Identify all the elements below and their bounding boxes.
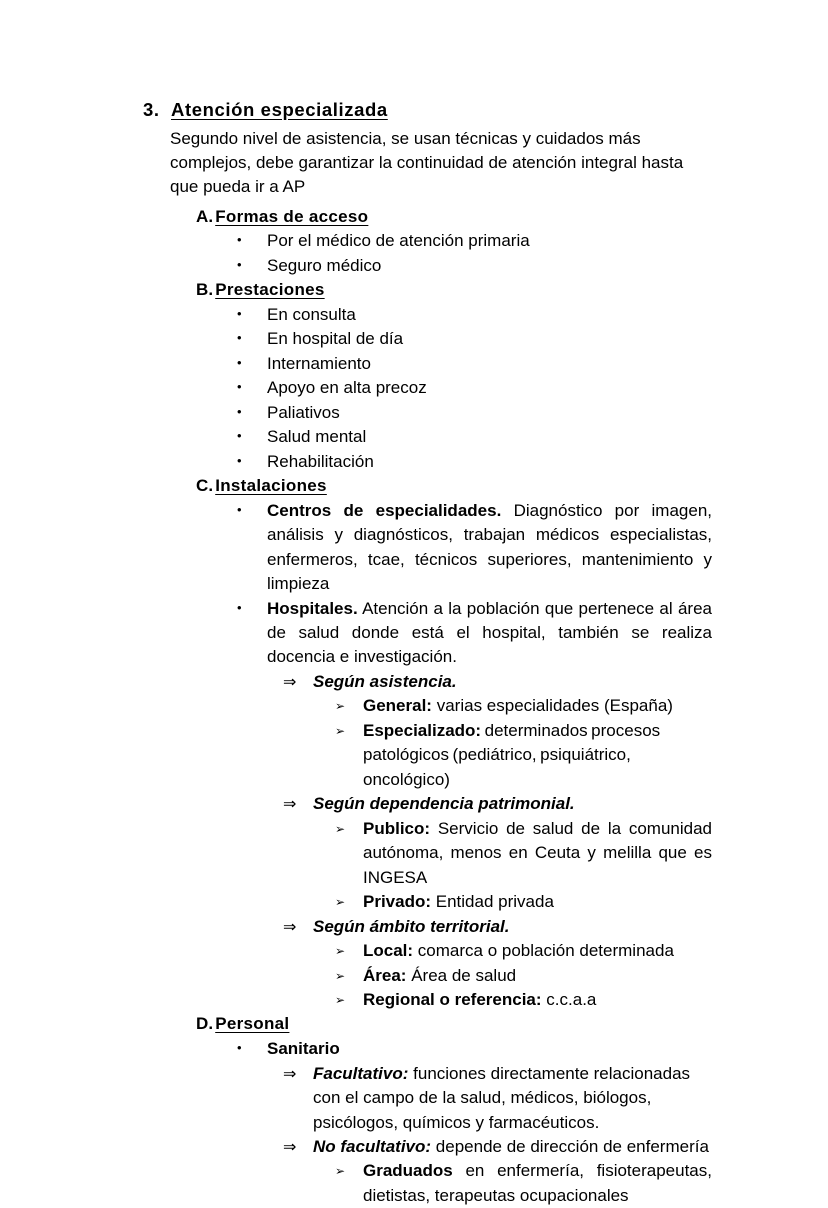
type-text: varias especialidades (España) xyxy=(436,696,673,716)
entry-lead: Hospitales. xyxy=(267,598,358,618)
criterion-label: Según dependencia patrimonial. xyxy=(313,794,575,814)
double-arrow-icon: ⇒ xyxy=(283,673,297,691)
list-item-text: En consulta xyxy=(267,304,356,324)
classification-criterion xyxy=(143,670,712,694)
role-item xyxy=(143,1135,712,1159)
page-title xyxy=(143,98,712,121)
entry-text: Atención a la población que pertenece al área de salud donde está el hospital, también se realiza docencia e investigación. xyxy=(267,598,712,667)
list-item-text: Por el médico de atención primaria xyxy=(267,231,530,251)
section-c xyxy=(143,474,712,1012)
triangle-arrow-icon: ➢ xyxy=(335,944,346,959)
subitem-lead: Graduados xyxy=(363,1161,453,1181)
triangle-arrow-icon: ➢ xyxy=(335,968,346,983)
classification-type xyxy=(143,890,712,914)
intro-paragraph: Segundo nivel de asistencia, se usan técnicas y cuidados más complejos, debe garantizar la continuidad de atención integral hasta que pueda ir a AP xyxy=(170,129,684,197)
list-item xyxy=(143,352,712,376)
list-item xyxy=(143,597,712,670)
bullet-icon: • xyxy=(237,501,242,517)
double-arrow-icon: ⇒ xyxy=(283,918,297,936)
list-item xyxy=(143,376,712,400)
classification-type xyxy=(143,964,712,988)
list-item xyxy=(143,425,712,449)
list-item xyxy=(143,229,712,253)
type-text: determinados procesos patológicos (pediátrico, psiquiátrico, oncológico) xyxy=(363,720,661,789)
list-item-text: En hospital de día xyxy=(267,329,404,349)
type-lead: General: xyxy=(363,696,432,716)
classification-type xyxy=(143,939,712,963)
classification-criterion xyxy=(143,792,712,816)
triangle-arrow-icon: ➢ xyxy=(335,723,346,738)
list-item xyxy=(143,450,712,474)
type-text: Entidad privada xyxy=(435,892,554,912)
criterion-label: Según ámbito territorial. xyxy=(313,916,510,936)
bullet-icon: • xyxy=(237,1040,242,1056)
list-item-text: Paliativos xyxy=(267,402,340,422)
section-c-letter: C. xyxy=(196,476,214,495)
type-text: Servicio de salud de la comunidad autónoma, menos en Ceuta y melilla que es INGESA xyxy=(363,818,712,887)
triangle-arrow-icon: ➢ xyxy=(335,895,346,910)
list-item xyxy=(143,254,712,278)
type-lead: Local: xyxy=(363,941,414,961)
subitem-text: en enfermería, fisioterapeutas, dietistas, terapeutas ocupacionales xyxy=(363,1161,712,1205)
section-c-title: Instalaciones xyxy=(215,476,327,495)
bullet-icon: • xyxy=(237,452,242,468)
double-arrow-icon: ⇒ xyxy=(283,1139,297,1156)
bullet-icon: • xyxy=(237,330,242,346)
list-item xyxy=(143,327,712,351)
role-subitem xyxy=(143,1159,712,1208)
section-d xyxy=(143,1012,712,1208)
type-lead: Publico: xyxy=(363,818,431,838)
type-text: comarca o población determinada xyxy=(417,941,674,961)
group-name: Sanitario xyxy=(267,1039,340,1059)
type-text: Área de salud xyxy=(411,965,517,985)
type-lead: Área: xyxy=(363,965,407,985)
role-text: depende de dirección de enfermería xyxy=(435,1137,709,1156)
heading-number: 3. xyxy=(143,99,160,120)
triangle-arrow-icon: ➢ xyxy=(335,1164,346,1179)
heading-text: Atención especializada xyxy=(171,99,388,120)
section-a xyxy=(143,205,712,279)
classification-type xyxy=(143,719,712,792)
section-b-heading xyxy=(143,278,712,303)
bullet-icon: • xyxy=(237,428,242,444)
role-item xyxy=(143,1062,712,1135)
list-item xyxy=(143,499,712,597)
type-text: c.c.a.a xyxy=(546,990,597,1010)
bullet-icon: • xyxy=(237,599,242,615)
bullet-icon: • xyxy=(237,379,242,395)
list-item xyxy=(143,1037,712,1061)
triangle-arrow-icon: ➢ xyxy=(335,993,346,1008)
classification-criterion xyxy=(143,915,712,939)
section-b-letter: B. xyxy=(196,280,214,300)
role-lead: No facultativo: xyxy=(313,1137,432,1156)
bullet-icon: • xyxy=(237,232,242,248)
bullet-icon: • xyxy=(237,354,242,370)
list-item xyxy=(143,401,712,425)
section-b-title: Prestaciones xyxy=(215,280,325,300)
bullet-icon: • xyxy=(237,305,242,321)
section-a-letter: A. xyxy=(196,206,214,226)
list-item-text: Salud mental xyxy=(267,427,367,447)
role-lead: Facultativo: xyxy=(313,1063,409,1083)
entry-text: Diagnóstico por imagen, análisis y diagnósticos, trabajan médicos especialistas, enfermeros, tcae, técnicos superiores, mantenimiento y limpieza xyxy=(267,500,712,594)
list-item-text: Rehabilitación xyxy=(267,451,374,471)
triangle-arrow-icon: ➢ xyxy=(335,821,346,836)
section-d-title: Personal xyxy=(215,1014,290,1034)
classification-type xyxy=(143,817,712,890)
criterion-label: Según asistencia. xyxy=(313,671,457,691)
section-c-heading xyxy=(143,474,712,499)
triangle-arrow-icon: ➢ xyxy=(335,699,346,714)
classification-type xyxy=(143,988,712,1012)
type-lead: Especializado: xyxy=(363,720,482,740)
list-item xyxy=(143,303,712,327)
section-b xyxy=(143,278,712,474)
type-lead: Regional o referencia: xyxy=(363,990,542,1010)
section-a-heading xyxy=(143,205,712,230)
double-arrow-icon: ⇒ xyxy=(283,796,297,814)
classification-type xyxy=(143,694,712,718)
list-item-text: Internamiento xyxy=(267,353,371,373)
bullet-icon: • xyxy=(237,256,242,272)
role-text: funciones directamente relacionadas con el campo de la salud, médicos, biólogos, psicólogos, químicos y farmacéuticos. xyxy=(313,1063,691,1132)
list-item-text: Seguro médico xyxy=(267,255,382,275)
list-item-text: Apoyo en alta precoz xyxy=(267,378,427,398)
type-lead: Privado: xyxy=(363,892,432,912)
section-a-title: Formas de acceso xyxy=(215,206,369,226)
section-d-heading xyxy=(143,1012,712,1037)
section-d-letter: D. xyxy=(196,1014,214,1034)
double-arrow-icon: ⇒ xyxy=(283,1065,297,1083)
bullet-icon: • xyxy=(237,403,242,419)
entry-lead: Centros de especialidades. xyxy=(267,500,502,520)
